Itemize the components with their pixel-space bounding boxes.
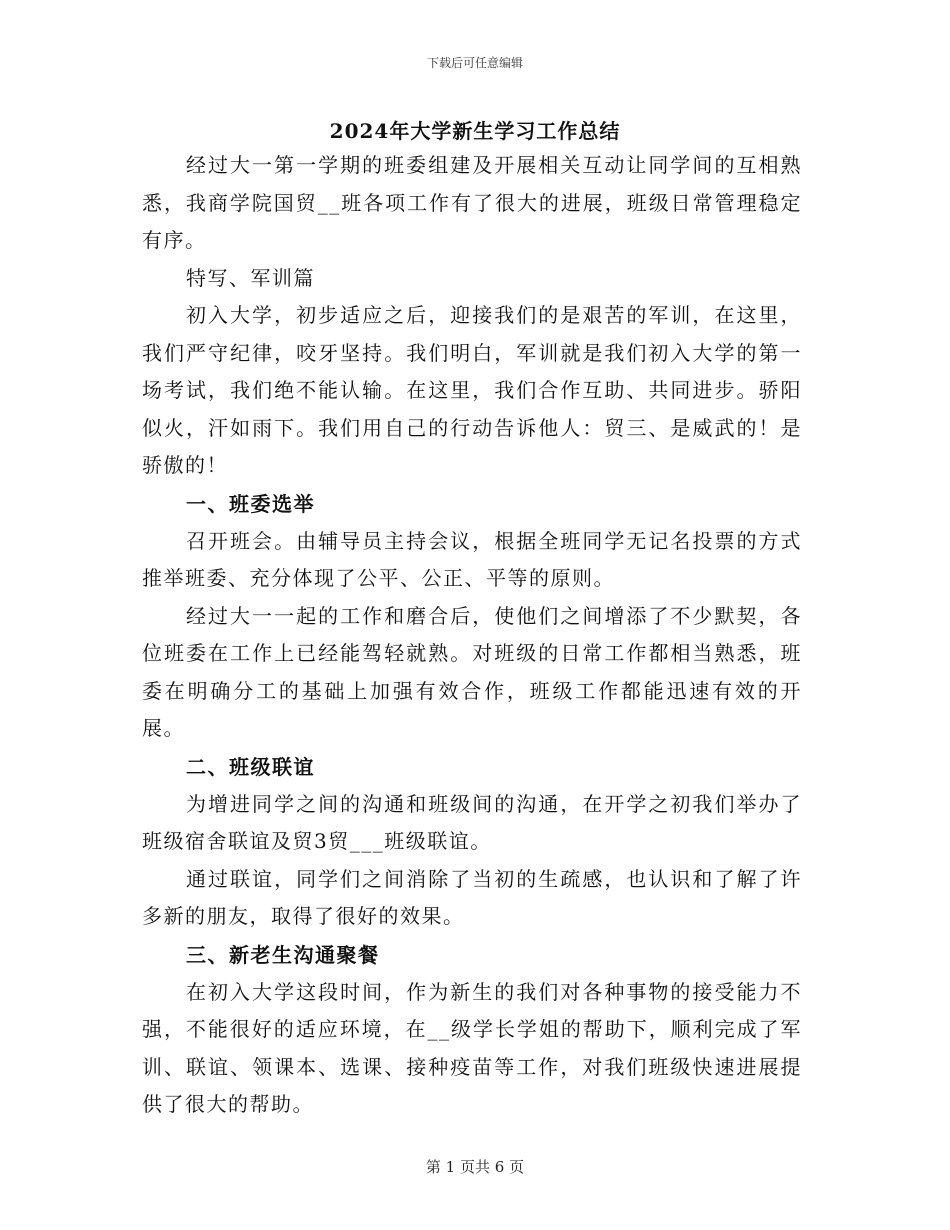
paragraph-military-training-heading: 特写、军训篇 (186, 265, 315, 290)
header-note: 下载后可任意编辑 (426, 56, 523, 70)
paragraph-social-result: 通过联谊，同学们之间消除了当初的生疏感，也认识和了解了许多新的朋友，取得了很好的效果。 (142, 866, 802, 928)
document-title: 2024年大学新生学习工作总结 (329, 119, 621, 143)
section-heading-class-social: 二、班级联谊 (186, 754, 315, 779)
paragraph-committee-work: 经过大一一起的工作和磨合后，使他们之间增添了不少默契，各位班委在工作上已经能驾轻就熟。对班级的日常工作都相当熟悉，班委在明确分工的基础上加强有效合作，班级工作都能迅速有效的开展。 (142, 603, 802, 740)
document-body (142, 147, 802, 1124)
section-heading-dinner: 三、新老生沟通聚餐 (186, 942, 380, 967)
paragraph-class-meeting: 召开班会。由辅导员主持会议，根据全班同学无记名投票的方式推举班委、充分体现了公平、公正、平等的原则。 (142, 528, 802, 590)
section-heading-class-committee: 一、班委选举 (186, 491, 315, 516)
page-number: 第 1 页共 6 页 (425, 1158, 525, 1176)
paragraph-dinner: 在初入大学这段时间，作为新生的我们对各种事物的接受能力不强，不能很好的适应环境，在__级学长学姐的帮助下，顺利完成了军训、联谊、领课本、选课、接种疫苗等工作，对我们班级快速进展提供了很大的帮助。 (142, 979, 802, 1116)
paragraph-intro: 经过大一第一学期的班委组建及开展相关互动让同学间的互相熟悉，我商学院国贸__班各项工作有了很大的进展，班级日常管理稳定有序。 (142, 153, 802, 252)
paragraph-social-event: 为增进同学之间的沟通和班级间的沟通，在开学之初我们举办了班级宿舍联谊及贸3贸___班级联谊。 (142, 791, 802, 853)
paragraph-military-training: 初入大学，初步适应之后，迎接我们的是艰苦的军训，在这里，我们严守纪律，咬牙坚持。我们明白，军训就是我们初入大学的第一场考试，我们绝不能认输。在这里，我们合作互助、共同进步。骄阳似火，汗如雨下。我们用自己的行动告诉他人：贸三、是威武的！是骄傲的！ (142, 303, 802, 477)
